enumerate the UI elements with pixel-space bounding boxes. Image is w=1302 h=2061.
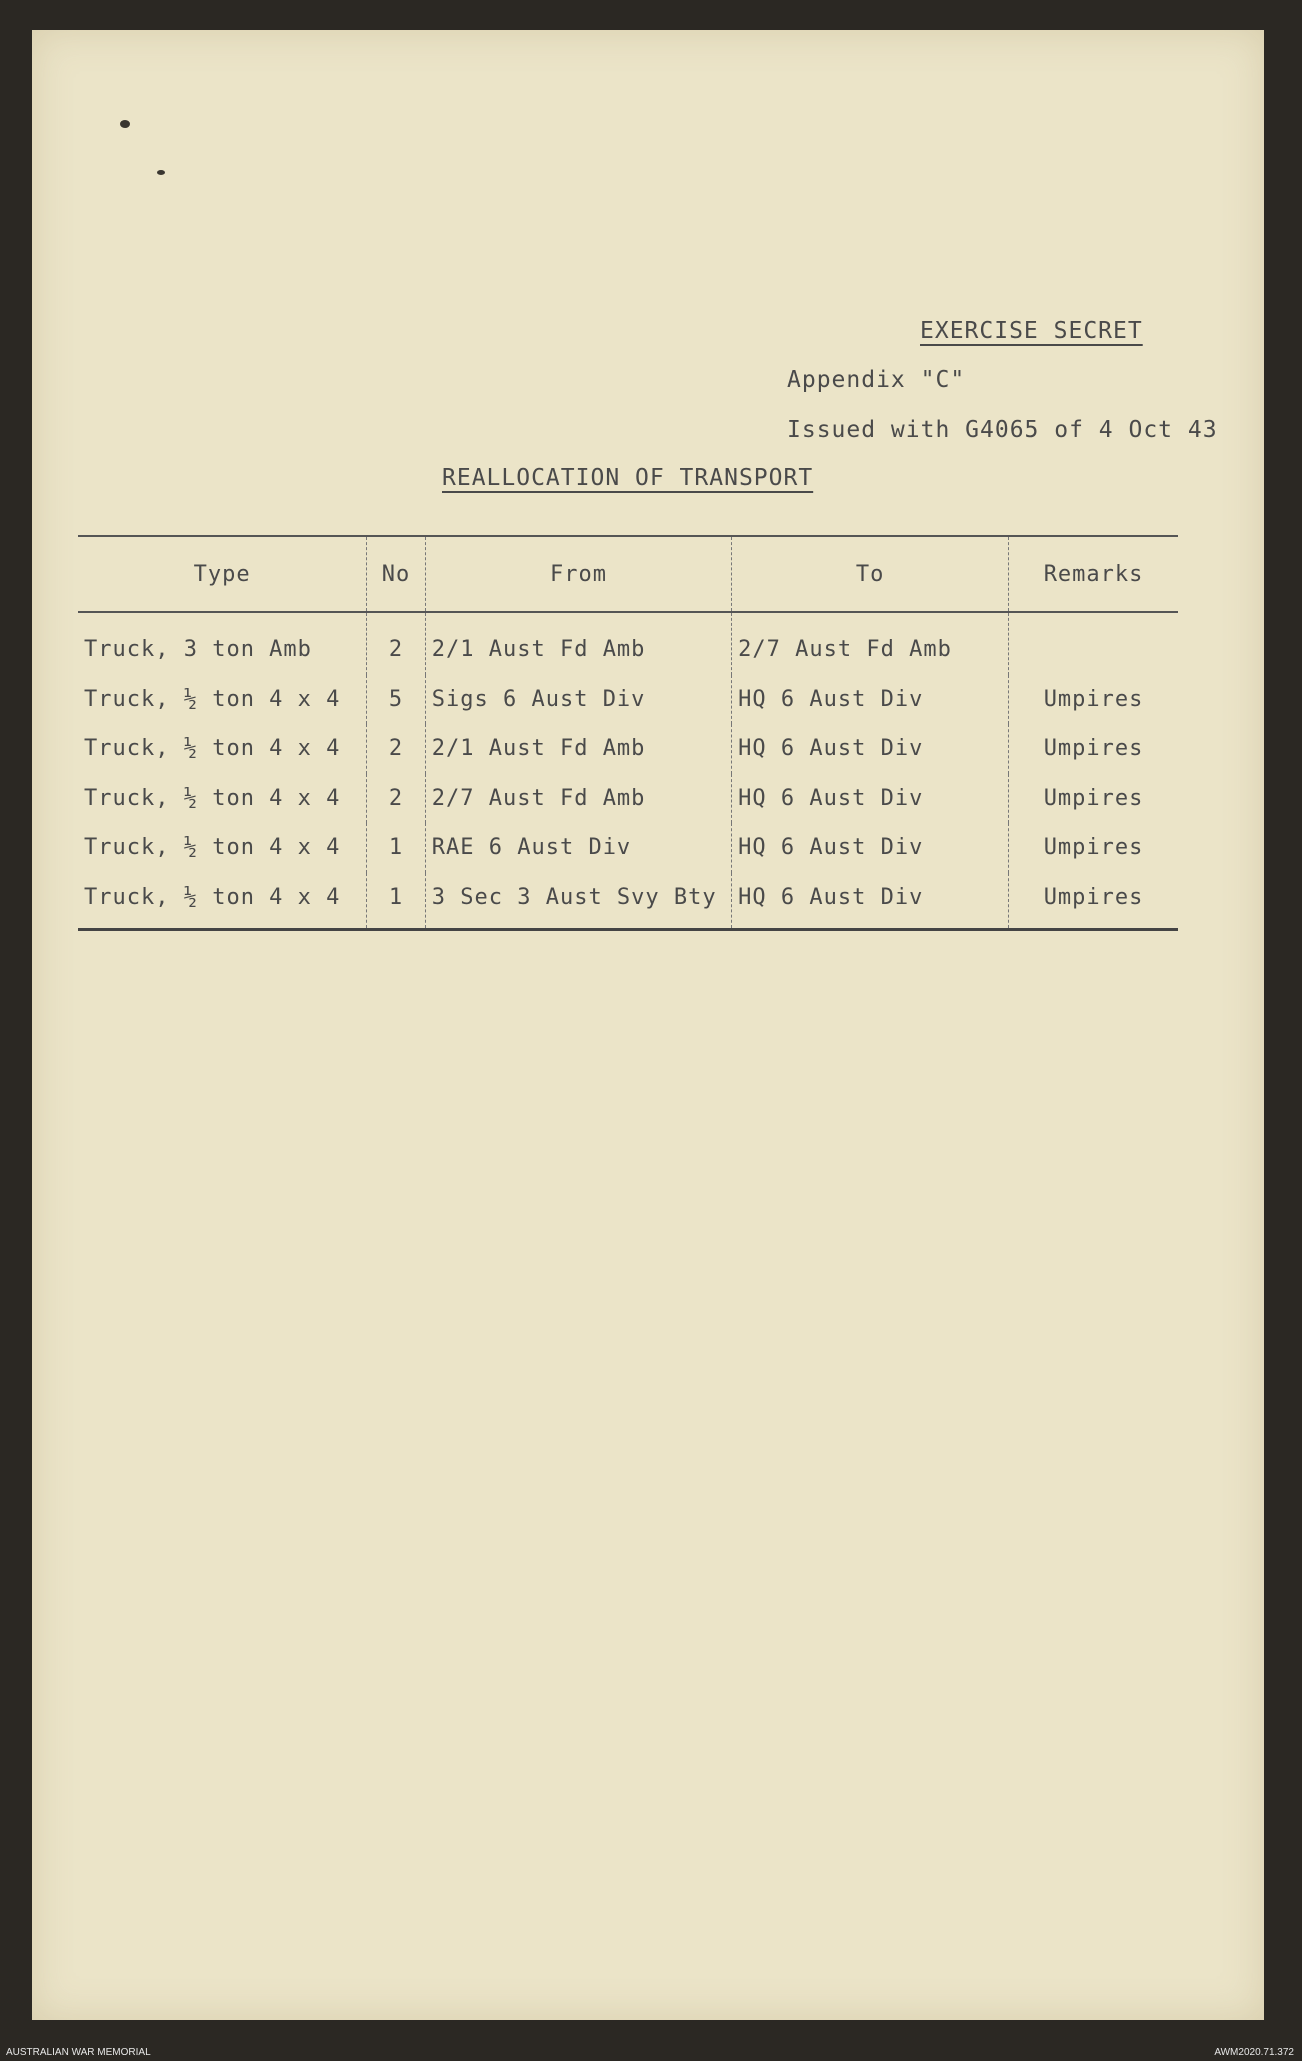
cell-to: HQ 6 Aust Div <box>732 675 1009 725</box>
table-row <box>78 612 1178 675</box>
table-header-row <box>78 536 1178 612</box>
cell-from: 2/7 Aust Fd Amb <box>425 774 731 824</box>
cell-type: Truck, ½ ton 4 x 4 <box>84 736 341 762</box>
table-row <box>78 873 1178 930</box>
cell-from: 2/1 Aust Fd Amb <box>425 612 731 675</box>
cell-no: 1 <box>367 873 425 930</box>
cell-type: Truck, ½ ton 4 x 4 <box>84 785 341 811</box>
document-title: REALLOCATION OF TRANSPORT <box>442 465 814 491</box>
cell-to: HQ 6 Aust Div <box>732 774 1009 824</box>
issued-with-line: Issued with G4065 of 4 Oct 43 <box>787 417 1218 443</box>
cell-from: RAE 6 Aust Div <box>425 823 731 873</box>
cell-to: 2/7 Aust Fd Amb <box>732 612 1009 675</box>
cell-type: Truck, 3 ton Amb <box>84 637 312 663</box>
ink-blot <box>120 120 130 128</box>
cell-no: 2 <box>367 612 425 675</box>
table-row <box>78 774 1178 824</box>
column-header-type: Type <box>78 536 367 612</box>
cell-to: HQ 6 Aust Div <box>732 823 1009 873</box>
table-row <box>78 675 1178 725</box>
cell-from: Sigs 6 Aust Div <box>425 675 731 725</box>
cell-no: 1 <box>367 823 425 873</box>
cell-to: HQ 6 Aust Div <box>732 724 1009 774</box>
cell-no: 5 <box>367 675 425 725</box>
cell-type: Truck, ½ ton 4 x 4 <box>84 835 341 861</box>
cell-remarks: Umpires <box>1009 774 1178 824</box>
column-header-to: To <box>732 536 1009 612</box>
document-page <box>32 30 1264 2020</box>
appendix-label: Appendix "C" <box>787 367 966 393</box>
cell-remarks: Umpires <box>1009 873 1178 930</box>
cell-remarks: Umpires <box>1009 675 1178 725</box>
column-header-from: From <box>425 536 731 612</box>
cell-remarks <box>1009 612 1178 675</box>
table-row <box>78 724 1178 774</box>
classification-heading: EXERCISE SECRET <box>920 318 1143 344</box>
cell-type: Truck, ½ ton 4 x 4 <box>84 686 341 712</box>
footer-credit: AUSTRALIAN WAR MEMORIAL <box>6 2047 151 2058</box>
column-header-remarks: Remarks <box>1009 536 1178 612</box>
cell-no: 2 <box>367 774 425 824</box>
cell-no: 2 <box>367 724 425 774</box>
ink-blot <box>157 170 165 175</box>
cell-from: 3 Sec 3 Aust Svy Bty <box>425 873 731 930</box>
transport-table <box>78 535 1178 931</box>
footer-reference: AWM2020.71.372 <box>1214 2047 1294 2058</box>
cell-to: HQ 6 Aust Div <box>732 873 1009 930</box>
cell-type: Truck, ½ ton 4 x 4 <box>78 873 367 930</box>
cell-remarks: Umpires <box>1009 724 1178 774</box>
table-row <box>78 823 1178 873</box>
cell-from: 2/1 Aust Fd Amb <box>425 724 731 774</box>
column-header-no: No <box>367 536 425 612</box>
cell-remarks: Umpires <box>1009 823 1178 873</box>
